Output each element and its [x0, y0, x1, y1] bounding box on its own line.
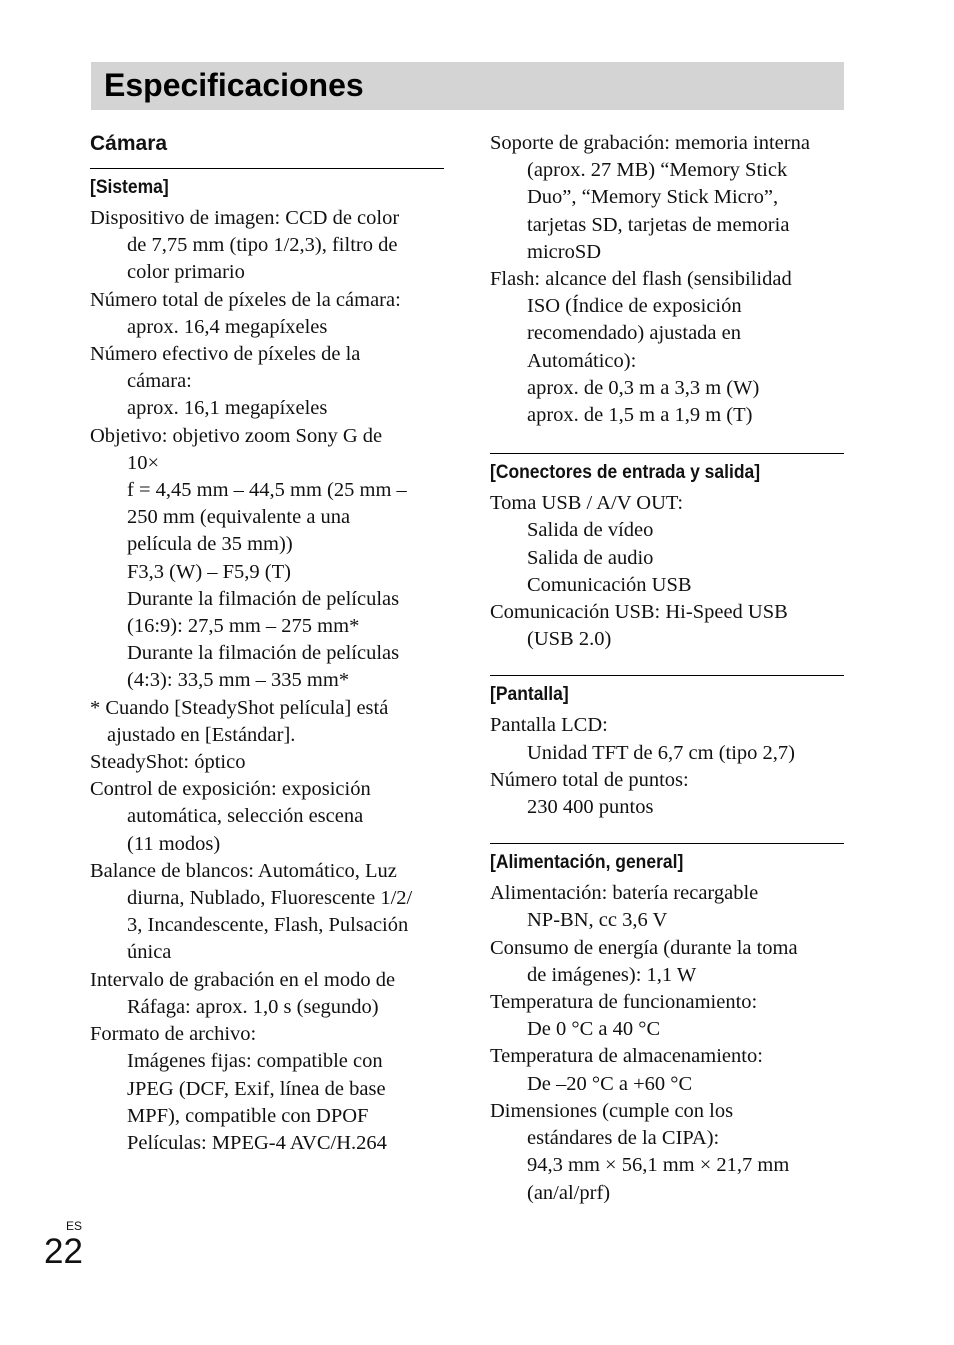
spec-line: Alimentación: batería recargable	[490, 882, 759, 905]
spec-line: JPEG (DCF, Exif, línea de base	[127, 1077, 386, 1100]
spec-line: Comunicación USB: Hi-Speed USB	[490, 601, 788, 624]
spec-line: 10×	[127, 451, 160, 474]
spec-line: automática, selección escena	[127, 805, 364, 828]
spec-line: (16:9): 27,5 mm – 275 mm*	[127, 615, 360, 638]
spec-line: ajustado en [Estándar].	[107, 723, 296, 746]
conectores-list	[490, 490, 844, 653]
section-rule	[490, 675, 844, 676]
spec-line: MPF), compatible con DPOF	[127, 1104, 369, 1127]
spec-line: Número total de puntos:	[490, 768, 689, 791]
spec-line: F3,3 (W) – F5,9 (T)	[127, 560, 291, 583]
spec-line: de imágenes): 1,1 W	[527, 963, 697, 986]
spec-line: Intervalo de grabación en el modo de	[90, 968, 396, 991]
section-title-alimentacion: [Alimentación, general]	[490, 852, 684, 874]
spec-line: 3, Incandescente, Flash, Pulsación	[127, 914, 409, 937]
spec-line: Formato de archivo:	[90, 1023, 257, 1046]
title-bar	[91, 62, 844, 110]
spec-line: aprox. 16,4 megapíxeles	[127, 315, 328, 338]
section-rule	[90, 168, 444, 169]
spec-line: Flash: alcance del flash (sensibilidad	[490, 268, 792, 291]
spec-line: Dimensiones (cumple con los	[490, 1099, 734, 1122]
spec-line: De –20 °C a +60 °C	[527, 1072, 693, 1095]
spec-line: Dispositivo de imagen: CCD de color	[90, 207, 400, 229]
spec-line: Automático):	[527, 349, 637, 372]
alimentacion-list	[490, 880, 844, 1206]
spec-line: 94,3 mm × 56,1 mm × 21,7 mm	[527, 1154, 790, 1177]
spec-line: Control de exposición: exposición	[90, 778, 371, 801]
page-title: Especificaciones	[104, 67, 364, 103]
spec-line: Balance de blancos: Automático, Luz	[90, 859, 397, 882]
spec-line: SteadyShot: óptico	[90, 751, 246, 774]
spec-line: (aprox. 27 MB) “Memory Stick	[527, 159, 788, 182]
spec-line: Pantalla LCD:	[490, 714, 608, 737]
pantalla-list	[490, 712, 844, 821]
spec-line: estándares de la CIPA):	[527, 1127, 720, 1150]
language-code: ES	[66, 1219, 83, 1233]
spec-line: Toma USB / A/V OUT:	[490, 492, 684, 515]
spec-line: Número efectivo de píxeles de la	[90, 343, 361, 366]
camera-heading: Cámara	[90, 132, 168, 155]
spec-line: única	[127, 941, 172, 964]
spec-line: Durante la filmación de películas	[127, 587, 400, 610]
left-column	[90, 130, 444, 1157]
spec-line: Duo”, “Memory Stick Micro”,	[527, 186, 779, 209]
spec-line: (an/al/prf)	[527, 1181, 611, 1204]
spec-line: aprox. de 0,3 m a 3,3 m (W)	[527, 376, 760, 399]
spec-line: 250 mm (equivalente a una	[127, 506, 351, 529]
spec-line: Número total de píxeles de la cámara:	[90, 288, 401, 311]
section-rule	[490, 453, 844, 454]
spec-line: Salida de vídeo	[527, 519, 654, 542]
section-title-pantalla: [Pantalla]	[490, 684, 569, 706]
spec-line: De 0 °C a 40 °C	[527, 1018, 661, 1041]
spec-line: aprox. de 1,5 m a 1,9 m (T)	[527, 404, 753, 427]
spec-line: Durante la filmación de películas	[127, 642, 400, 665]
spec-line: 230 400 puntos	[527, 796, 654, 819]
right-column	[490, 130, 844, 1207]
spec-line: Ráfaga: aprox. 1,0 s (segundo)	[127, 995, 379, 1018]
section-title-sistema: [Sistema]	[90, 177, 169, 198]
spec-line: ISO (Índice de exposición	[527, 295, 742, 318]
spec-line: de 7,75 mm (tipo 1/2,3), filtro de	[127, 234, 398, 257]
spec-line: * Cuando [SteadyShot película] está	[90, 696, 389, 719]
spec-line: (USB 2.0)	[527, 628, 612, 651]
spec-line: Objetivo: objetivo zoom Sony G de	[90, 424, 383, 447]
spec-line: recomendado) ajustada en	[527, 322, 742, 345]
spec-line: Temperatura de almacenamiento:	[490, 1045, 763, 1068]
spec-line: f = 4,45 mm – 44,5 mm (25 mm –	[127, 479, 407, 502]
spec-line: cámara:	[127, 370, 192, 393]
spec-line: película de 35 mm))	[127, 533, 293, 556]
sistema-list	[90, 205, 444, 1157]
section-title-conectores: [Conectores de entrada y salida]	[490, 462, 761, 484]
spec-line: Imágenes fijas: compatible con	[127, 1050, 383, 1073]
spec-line: color primario	[127, 261, 245, 284]
spec-line: microSD	[527, 240, 602, 263]
section-rule	[490, 843, 844, 844]
spec-line: Unidad TFT de 6,7 cm (tipo 2,7)	[527, 741, 795, 764]
spec-line: Soporte de grabación: memoria interna	[490, 132, 810, 154]
spec-line: NP-BN, cc 3,6 V	[527, 909, 668, 932]
spec-line: Comunicación USB	[527, 573, 692, 596]
page-number: 22	[44, 1232, 83, 1271]
spec-line: (4:3): 33,5 mm – 335 mm*	[127, 669, 350, 692]
spec-line: Películas: MPEG-4 AVC/H.264	[127, 1131, 387, 1154]
spec-line: Salida de audio	[527, 546, 654, 569]
spec-line: diurna, Nublado, Fluorescente 1/2/	[127, 887, 413, 910]
spec-line: tarjetas SD, tarjetas de memoria	[527, 213, 790, 236]
spec-line: Consumo de energía (durante la toma	[490, 936, 798, 959]
storage-flash-list	[490, 130, 844, 429]
spec-line: (11 modos)	[127, 832, 221, 855]
spec-line: Temperatura de funcionamiento:	[490, 991, 758, 1014]
spec-line: aprox. 16,1 megapíxeles	[127, 397, 328, 420]
